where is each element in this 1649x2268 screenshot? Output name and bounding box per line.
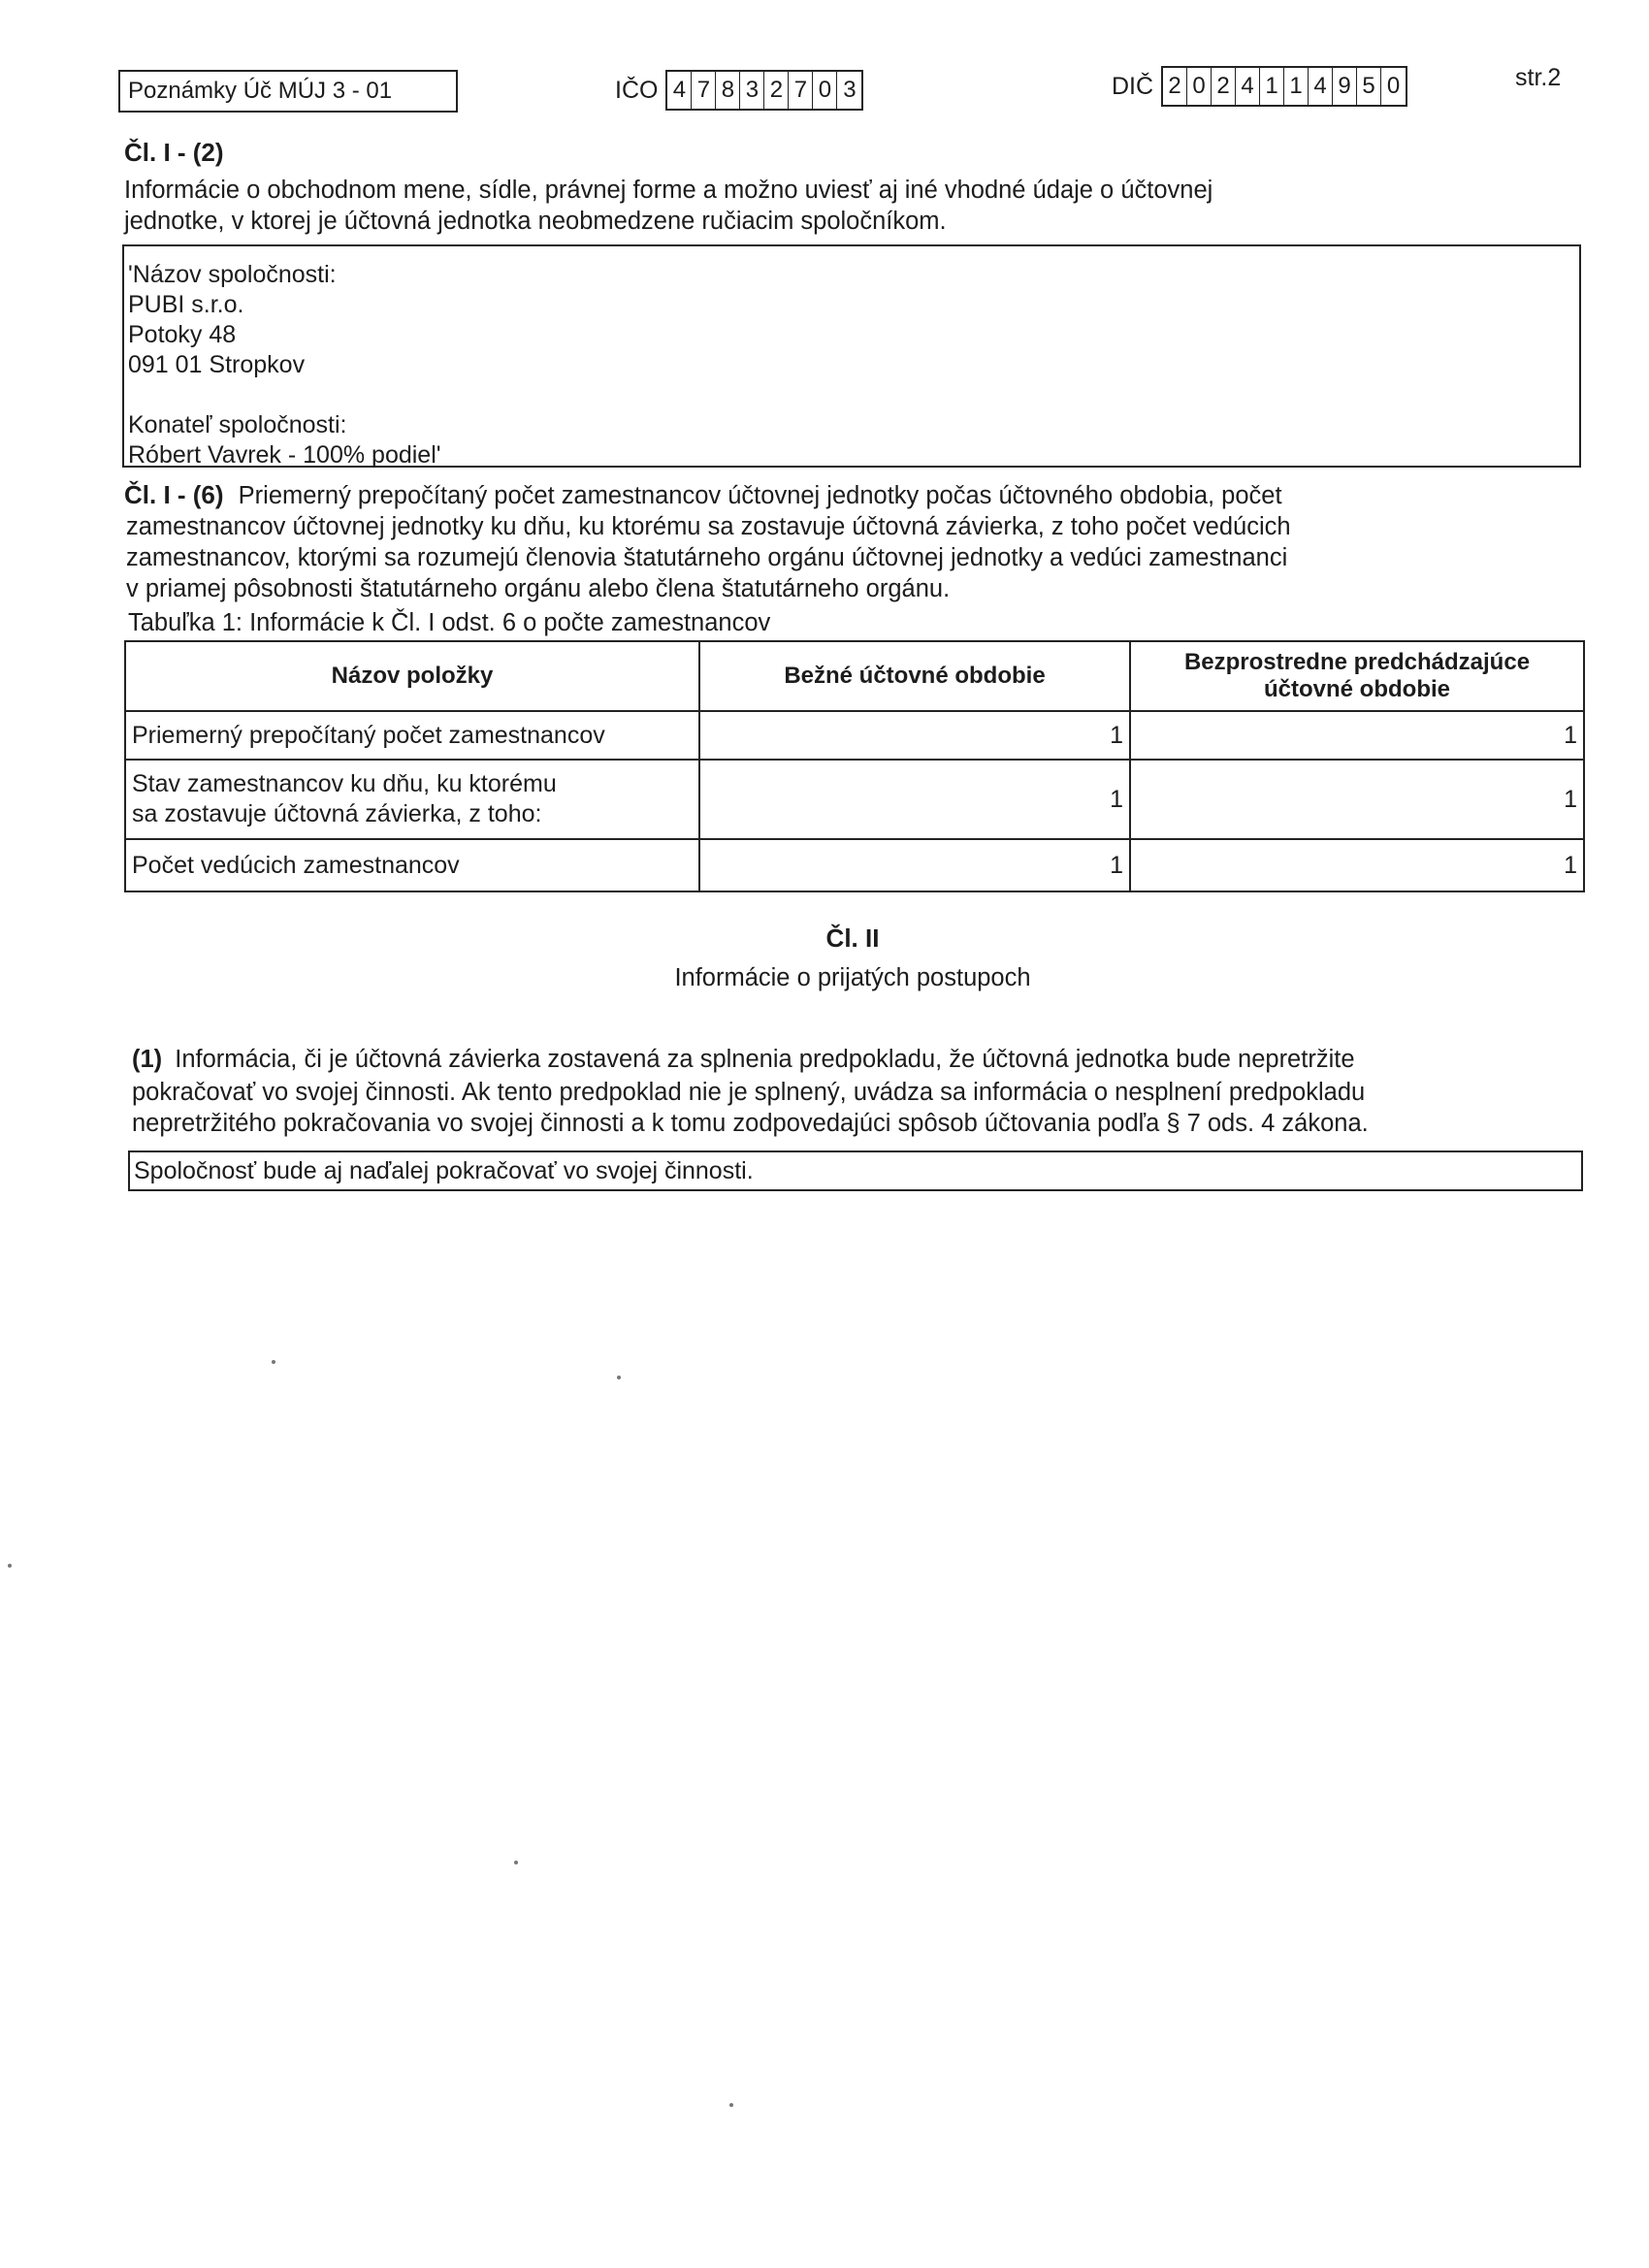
scan-speck <box>617 1376 621 1379</box>
dic-field <box>1112 66 1407 107</box>
row-previous-value: 1 <box>1130 711 1584 760</box>
ico-digit: 4 <box>667 72 692 109</box>
company-name: PUBI s.r.o. <box>128 291 244 318</box>
row-label: Počet vedúcich zamestnancov <box>125 839 699 891</box>
section-2-text-line: nepretržitého pokračovania vo svojej činnosti a k tomu zodpovedajúci spôsob účtovania podľa § 7 ods. 4 zákona. <box>132 1110 1369 1137</box>
ico-digit: 3 <box>740 72 764 109</box>
item-number: (1) <box>132 1046 163 1073</box>
dic-label: DIČ <box>1112 73 1154 100</box>
row-label-line: Stav zamestnancov ku dňu, ku ktorému <box>132 770 557 797</box>
dic-digit-cells <box>1161 66 1407 107</box>
section-1-6-text-line: v priamej pôsobnosti štatutárneho orgánu alebo člena štatutárneho orgánu. <box>126 575 951 602</box>
ico-digit: 3 <box>843 77 857 103</box>
form-label-box <box>118 70 458 113</box>
section-2-text-line: Informácia, či je účtovná závierka zostavená za splnenia predpokladu, že účtovná jednotka bude nepretržite <box>175 1046 1355 1073</box>
table-caption: Tabuľka 1: Informácie k Čl. I odst. 6 o počte zamestnancov <box>128 609 771 636</box>
ico-digit: 7 <box>789 72 813 109</box>
section-1-2-text-line: jednotke, v ktorej je účtovná jednotka neobmedzene ručiacim spoločníkom. <box>124 208 947 235</box>
form-label: Poznámky Úč MÚJ 3 - 01 <box>128 78 393 104</box>
header-previous-period <box>1130 641 1584 711</box>
dic-digit: 2 <box>1163 68 1187 105</box>
dic-digit: 2 <box>1212 68 1236 105</box>
company-street: Potoky 48 <box>128 321 237 348</box>
section-2-first-line <box>132 1044 1355 1075</box>
row-label-line: sa zostavuje účtovná závierka, z toho: <box>132 800 542 827</box>
dic-digit: 1 <box>1260 68 1284 105</box>
scan-speck <box>8 1564 12 1568</box>
ico-digit-cells <box>665 70 863 111</box>
header-current-period: Bežné účtovné obdobie <box>699 641 1130 711</box>
dic-digit: 9 <box>1333 68 1357 105</box>
company-info-spacer <box>124 380 1579 410</box>
ico-digit: 7 <box>692 72 716 109</box>
section-2-text-line: pokračovať vo svojej činnosti. Ak tento predpoklad nie je splnený, uvádza sa informácia o nesplnení predpokladu <box>132 1079 1366 1106</box>
section-2-subtitle: Informácie o prijatých postupoch <box>674 964 1031 991</box>
ico-label: IČO <box>615 77 659 104</box>
scan-speck <box>272 1360 275 1364</box>
company-director: Róbert Vavrek - 100% podiel' <box>128 441 441 469</box>
section-1-6-text-line: zamestnancov účtovnej jednotky ku dňu, ku ktorému sa zostavuje účtovná závierka, z toho počet vedúcich <box>126 513 1291 540</box>
company-city: 091 01 Stropkov <box>128 351 306 378</box>
table-header-row <box>125 641 1584 711</box>
employees-table <box>124 640 1585 892</box>
going-concern-answer: Spoločnosť bude aj naďalej pokračovať vo svojej činnosti. <box>134 1157 754 1184</box>
ico-digit: 0 <box>813 72 837 109</box>
row-current-value: 1 <box>699 711 1130 760</box>
company-info-line: 'Názov spoločnosti: <box>128 261 337 288</box>
company-info-line: Konateľ spoločnosti: <box>128 411 347 438</box>
row-current-value: 1 <box>699 760 1130 839</box>
section-title-2: Čl. II <box>825 923 880 953</box>
row-current-value: 1 <box>699 839 1130 891</box>
header-previous-period-line: účtovné obdobie <box>1264 676 1450 702</box>
dic-digit: 0 <box>1386 73 1401 99</box>
dic-digit: 5 <box>1357 68 1381 105</box>
dic-digit: 4 <box>1309 68 1333 105</box>
company-info-box <box>122 244 1581 468</box>
section-1-2-text-line: Informácie o obchodnom mene, sídle, právnej forme a možno uviesť aj iné vhodné údaje o účtovnej <box>124 177 1213 204</box>
row-label <box>125 760 699 839</box>
header-item-name: Názov položky <box>125 641 699 711</box>
section-title-1-2: Čl. I - (2) <box>124 138 224 167</box>
ico-field <box>615 70 863 111</box>
table-row <box>125 760 1584 839</box>
page-number: str.2 <box>1515 64 1562 91</box>
table-row <box>125 839 1584 891</box>
dic-digit: 0 <box>1187 68 1212 105</box>
row-label: Priemerný prepočítaný počet zamestnancov <box>125 711 699 760</box>
ico-digit: 8 <box>716 72 740 109</box>
table-row <box>125 711 1584 760</box>
dic-digit: 4 <box>1236 68 1260 105</box>
section-1-6-first-line <box>124 479 1282 511</box>
dic-digit: 1 <box>1284 68 1309 105</box>
section-title-1-6: Čl. I - (6) <box>124 480 224 509</box>
going-concern-answer-box <box>128 1150 1583 1191</box>
row-previous-value: 1 <box>1130 760 1584 839</box>
header-previous-period-line: Bezprostredne predchádzajúce <box>1183 649 1531 675</box>
scan-speck <box>729 2103 733 2107</box>
scan-speck <box>514 1861 518 1864</box>
ico-digit: 2 <box>764 72 789 109</box>
section-1-6-text-line: Priemerný prepočítaný počet zamestnancov účtovnej jednotky počas účtovného obdobia, počet <box>238 482 1282 509</box>
section-1-6-text-line: zamestnancov, ktorými sa rozumejú členovia štatutárneho orgánu účtovnej jednotky a vedúci zamestnanci <box>126 544 1288 571</box>
row-previous-value: 1 <box>1130 839 1584 891</box>
